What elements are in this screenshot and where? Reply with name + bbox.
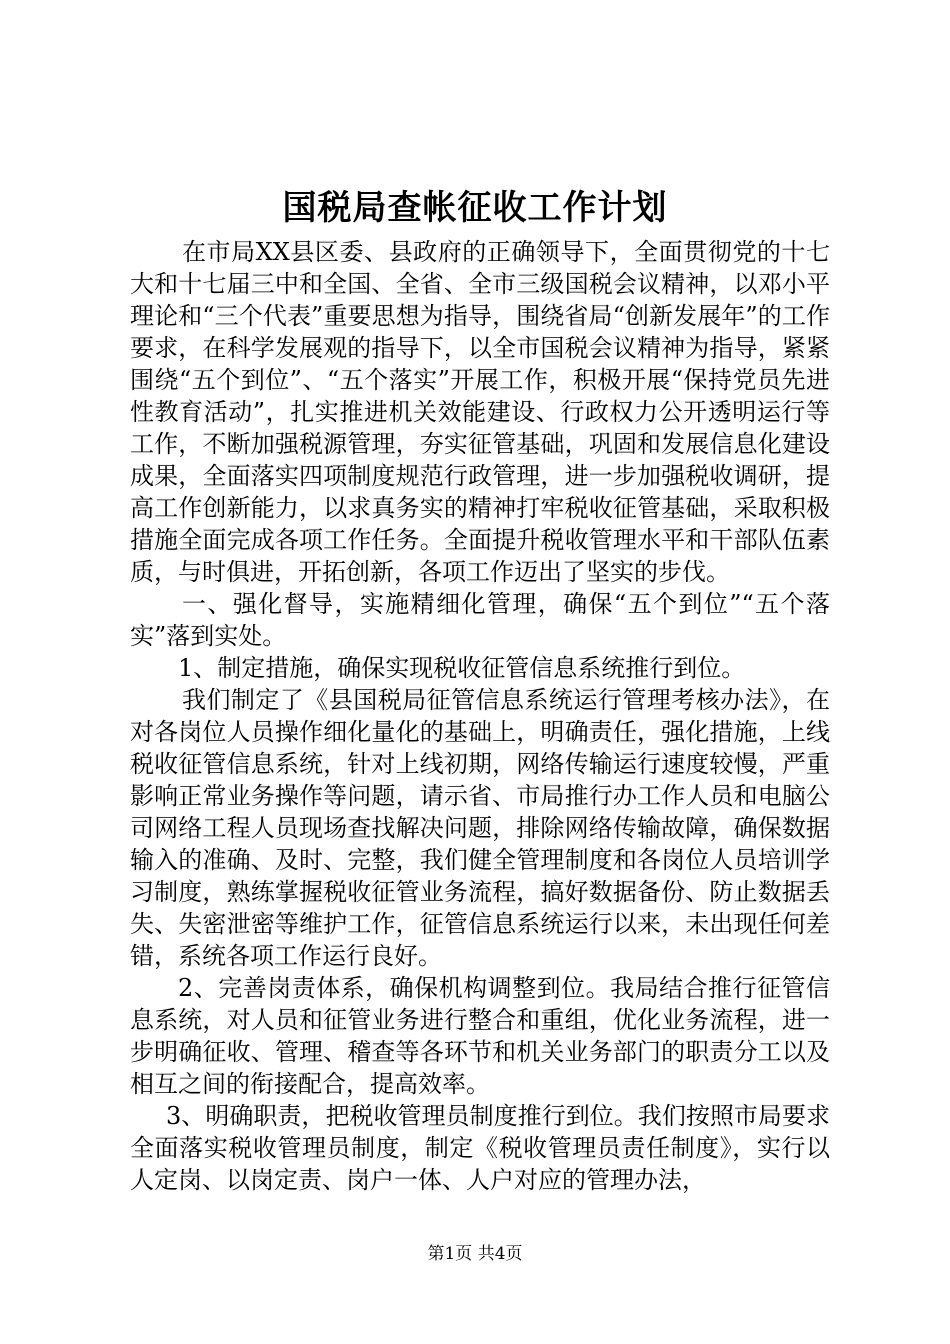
document-title: 国税局查帐征收工作计划 [282,188,668,228]
page-footer: 第1页 共4页 [427,1244,523,1264]
paragraph-item-1-body: 我们制定了《县国税局征管信息系统运行管理考核办法》，在对各岗位人员操作细化量化的基础上，明确责任，强化措施，上线税收征管信息系统，针对上线初期，网络传输运行速度较慢，严重影响正常业务操作等问题，请示省、市局推行办工作人员和电脑公司网络工程人员现场查找解决问题，排除网络传输故障，确保数据输入的准确、及时、完整，我们健全管理制度和各岗位人员培训学习制度，熟练掌握税收征管业务流程，搞好数据备份、防止数据丢失、失密泄密等维护工作，征管信息系统运行以来，未出现任何差错，系统各项工作运行良好。 [130,686,830,970]
paragraph-item-2: 2、完善岗责体系，确保机构调整到位。我局结合推行征管信息系统，对人员和征管业务进行整合和重组，优化业务流程，进一步明确征收、管理、稽查等各环节和机关业务部门的职责分工以及相互之间的衔接配合，提高效率。 [130,974,830,1098]
paragraph-item-1-heading: 1、制定措施，确保实现税收征管信息系统推行到位。 [178,654,746,682]
paragraph-item-3: 3、明确职责，把税收管理员制度推行到位。我们按照市局要求全面落实税收管理员制度，制定《税收管理员责任制度》，实行以人定岗、以岗定责、岗户一体、人户对应的管理办法， [130,1102,830,1194]
paragraph-intro: 在市局XX县区委、县政府的正确领导下，全面贯彻党的十七大和十七届三中和全国、全省、全市三级国税会议精神，以邓小平理论和“三个代表”重要思想为指导，围绕省局“创新发展年”的工作要求，在科学发展观的指导下，以全市国税会议精神为指导，紧紧围绕“五个到位”、“五个落实”开展工作，积极开展“保持党员先进性教育活动”，扎实推进机关效能建设、行政权力公开透明运行等工作，不断加强税源管理，夯实征管基础，巩固和发展信息化建设成果，全面落实四项制度规范行政管理，进一步加强税收调研，提高工作创新能力，以求真务实的精神打牢税收征管基础，采取积极措施全面完成各项工作任务。全面提升税收管理水平和干部队伍素质，与时俱进，开拓创新，各项工作迈出了坚实的步伐。 [130,238,830,586]
paragraph-section-heading: 一、强化督导，实施精细化管理，确保“五个到位”“五个落实”落到实处。 [130,590,830,650]
document-body [130,236,830,1196]
